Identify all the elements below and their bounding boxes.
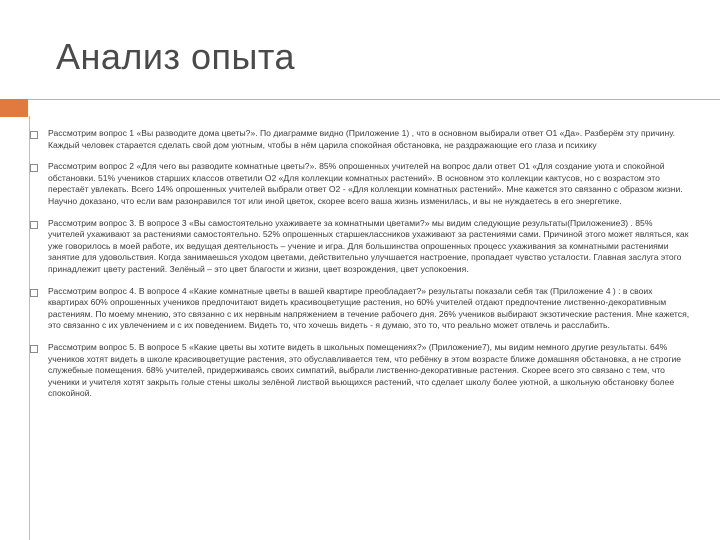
bullet-text: Рассмотрим вопрос 4. В вопросе 4 «Какие комнатные цветы в вашей квартире преобладает?» результаты показали себя так (Приложение 4 ) : в своих квартирах 60% опрошенных учеников предпочитают видеть красивоцветущие растения, но 60% учителей отдают предпочтение лиственно-декоративным растениям. По моему мнению, это связанно с их нервным напряжением в течение рабочего дня. 26% учеников выбирают экзотические растения. Мне кажется, это связанно с их увлечением и с их поведением. Видеть то, что хочешь видеть - я думаю, это то, что реально может отвлечь и расслабить.	[48, 285, 690, 331]
bullet-item-question-3	[30, 218, 690, 276]
bullet-list	[30, 128, 690, 410]
bullet-text: Рассмотрим вопрос 1 «Вы разводите дома цветы?». По диаграмме видно (Приложение 1) , что в основном выбирали ответ О1 «Да». Разберём эту причину. Каждый человек старается сделать свой дом уютным, чтобы в нём царила спокойная обстановка, не раздражающие его глаза и психику	[48, 128, 676, 150]
bullet-item-question-1	[30, 128, 690, 151]
square-bullet-icon	[30, 345, 38, 353]
title-divider	[0, 99, 720, 100]
square-bullet-icon	[30, 221, 38, 229]
bullet-item-question-4	[30, 286, 690, 332]
square-bullet-icon	[30, 289, 38, 297]
square-bullet-icon	[30, 164, 38, 172]
bullet-item-question-5	[30, 342, 690, 400]
bullet-text: Рассмотрим вопрос 5. В вопросе 5 «Какие цветы вы хотите видеть в школьных помещениях?» (Приложение7), мы видим немного другие результаты. 64% учеников хотят видеть в школе красивоцветущие растения, это обуславливается тем, что ребёнку в этом возрасте ближе домашняя обстановка, а не строгие служебные помещения. 68% учителей, придерживаясь своих симпатий, выбрали лиственно-декоративные растения. Скорее всего это связано с тем, что ученики и учителя хотят закрыть голые стены школы зелёной листвой вьющихся растений, что сделает школу более уютной, а школьную обстановку более спокойной.	[48, 341, 682, 399]
page-title: Анализ опыта	[56, 36, 296, 77]
accent-block	[0, 99, 28, 117]
bullet-item-question-2	[30, 161, 690, 207]
bullet-text: Рассмотрим вопрос 3. В вопросе 3 «Вы самостоятельно ухаживаете за комнатными цветами?» мы видим следующие результаты(Приложение3) . 85% учителей ухаживают за растениями самостоятельно. 52% опрошенных старшеклассников ухаживают за растениями сами. Причиной этого может являться, как уже говорилось в моей работе, их ведущая деятельность – учение и игра. Для большинства опрошенных процесс ухаживания за комнатными растениями занятие для удовольствия. Когда занимаешься уходом цветами, действительно улучшается настроение, пропадает чувство усталости. Главная заслуга этого принадлежит цвету растений. Зелёный – это цвет благости и жизни, цвет возрождения, цвет успокоения.	[48, 217, 689, 274]
bullet-text: Рассмотрим вопрос 2 «Для чего вы разводите комнатные цветы?». 85% опрошенных учителей на вопрос дали ответ О1 «Для создание уюта и спокойной обстановки. 51% учеников старших классов ответили О2 «Для коллекции комнатных растений». В основном это коллекции кактусов, но с возрастом это перестаёт увлекать. Всего 14% опрошенных учителей выбрали ответ О2 - «Для коллекции комнатных растений». Мне кажется это связанно с образом жизни. Научно доказано, что если вам разонравился тот или иной цветок, скорее всего ваша жизнь изменилась, и вы не нуждаетесь в его энергетике.	[48, 161, 683, 206]
square-bullet-icon	[30, 131, 38, 139]
